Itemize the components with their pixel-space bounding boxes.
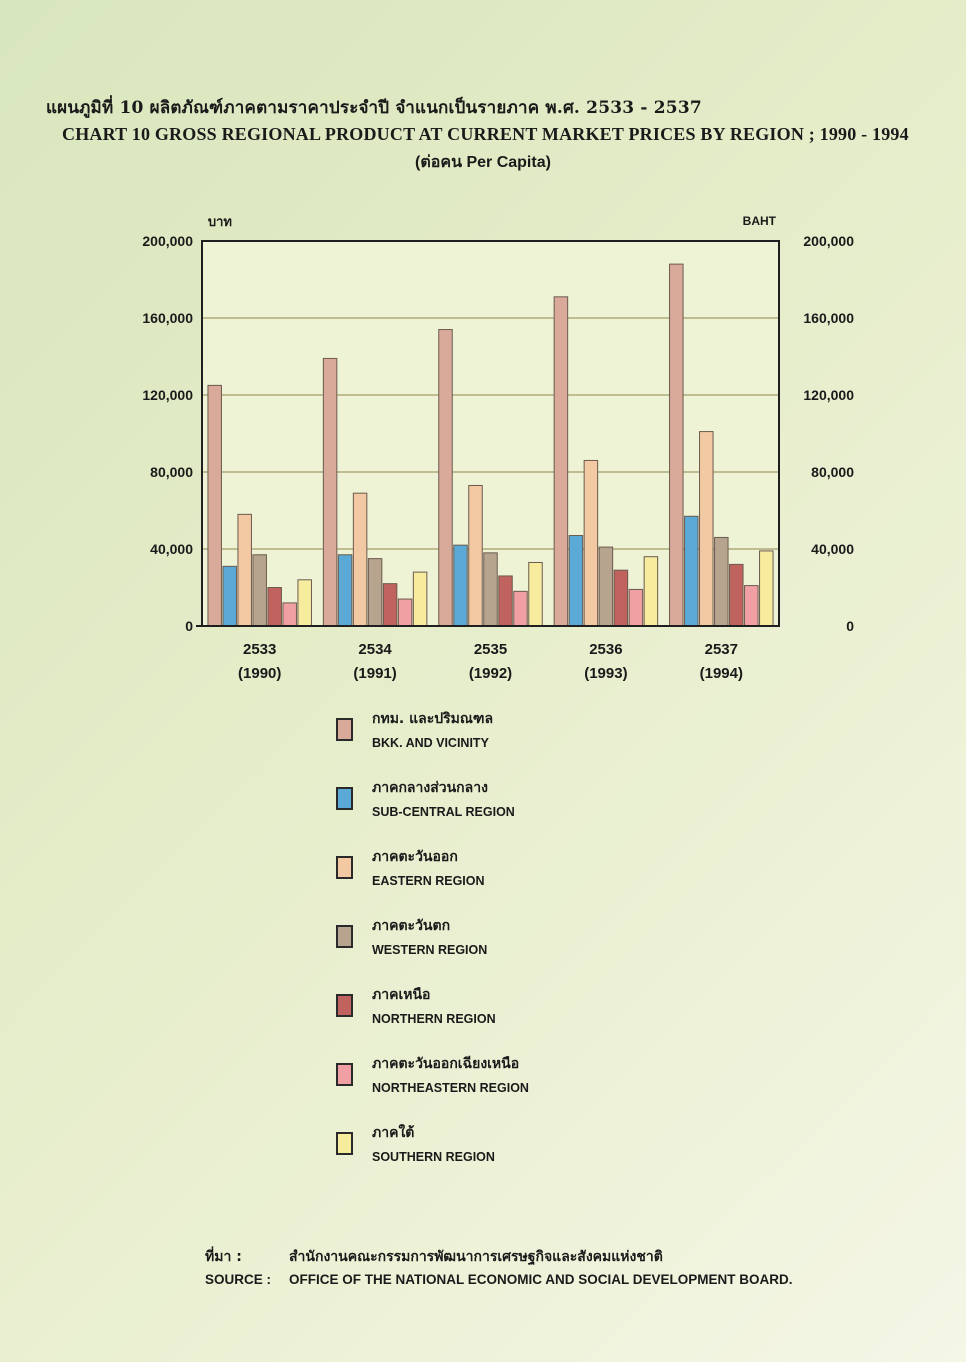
legend-label-th: ภาคเหนือ xyxy=(372,987,431,1003)
legend-label-en: WESTERN REGION xyxy=(372,943,488,957)
legend-label-th: ภาคกลางส่วนกลาง xyxy=(372,780,488,796)
chart-title-english: CHART 10 GROSS REGIONAL PRODUCT AT CURRENT MARKET PRICES BY REGION ; 1990 - 1994 xyxy=(62,124,909,144)
y-tick-label-right: 0 xyxy=(846,618,854,634)
y-unit-label-left: บาท xyxy=(207,214,232,229)
bar-southern-region-2534 xyxy=(413,572,427,626)
chart-subtitle: (ต่อคน Per Capita) xyxy=(415,154,551,171)
source-text-english: OFFICE OF THE NATIONAL ECONOMIC AND SOCIAL DEVELOPMENT BOARD. xyxy=(289,1272,793,1287)
bar-bkk-and-vicinity-2537 xyxy=(670,264,684,626)
source-row-english xyxy=(205,1272,793,1298)
legend-label-th: ภาคใต้ xyxy=(372,1125,415,1141)
y-tick-label-left: 200,000 xyxy=(142,233,193,249)
legend-swatch-southern xyxy=(336,1132,353,1155)
legend-swatch-western xyxy=(336,925,353,948)
legend-swatch-northeastern xyxy=(336,1063,353,1086)
legend-label-th: ภาคตะวันออก xyxy=(372,849,458,865)
y-tick-label-left: 120,000 xyxy=(142,387,193,403)
bar-sub-central-region-2535 xyxy=(454,545,468,626)
y-tick-label-right: 200,000 xyxy=(803,233,854,249)
source-label-english: SOURCE : xyxy=(205,1272,272,1287)
bar-southern-region-2535 xyxy=(529,562,543,626)
y-tick-label-left: 80,000 xyxy=(150,464,193,480)
legend-label-th: ภาคตะวันออกเฉียงเหนือ xyxy=(372,1056,520,1072)
legend-swatch-eastern xyxy=(336,856,353,879)
x-tick-label-year-th: 2533 xyxy=(243,641,277,658)
legend-label-en: NORTHEASTERN REGION xyxy=(372,1081,529,1095)
source-text-thai: สำนักงานคณะกรรมการพัฒนาการเศรษฐกิจและสังคมแห่งชาติ xyxy=(289,1249,663,1265)
bar-southern-region-2537 xyxy=(760,551,774,626)
bar-western-region-2536 xyxy=(599,547,613,626)
bar-western-region-2537 xyxy=(715,537,729,626)
bar-western-region-2533 xyxy=(253,555,267,626)
bar-bkk-and-vicinity-2536 xyxy=(554,297,568,626)
y-tick-label-left: 40,000 xyxy=(150,541,193,557)
source-label-thai: ที่มา : xyxy=(205,1249,242,1265)
source-note xyxy=(205,1246,793,1298)
bar-eastern-region-2537 xyxy=(700,432,714,626)
bar-sub-central-region-2534 xyxy=(338,555,352,626)
legend-label-en: SUB-CENTRAL REGION xyxy=(372,805,515,819)
y-tick-label-left: 0 xyxy=(185,618,193,634)
bar-western-region-2534 xyxy=(368,559,382,626)
x-tick-label-year-en: (1990) xyxy=(238,665,282,682)
bar-bkk-and-vicinity-2534 xyxy=(323,358,337,626)
legend-label-en: BKK. AND VICINITY xyxy=(372,736,489,750)
x-tick-label-year-th: 2537 xyxy=(704,641,738,658)
bar-northern-region-2536 xyxy=(614,570,628,626)
bar-sub-central-region-2533 xyxy=(223,566,237,626)
y-tick-label-left: 160,000 xyxy=(142,310,193,326)
source-row-thai xyxy=(205,1246,793,1272)
x-tick-label-year-th: 2534 xyxy=(358,641,392,658)
y-tick-label-right: 160,000 xyxy=(803,310,854,326)
bar-northeastern-region-2533 xyxy=(283,603,297,626)
bar-bkk-and-vicinity-2535 xyxy=(439,330,453,626)
bar-eastern-region-2534 xyxy=(353,493,367,626)
bar-sub-central-region-2536 xyxy=(569,536,583,626)
y-tick-label-right: 120,000 xyxy=(803,387,854,403)
bar-sub-central-region-2537 xyxy=(685,516,699,626)
y-tick-label-right: 80,000 xyxy=(811,464,854,480)
x-tick-label-year-en: (1991) xyxy=(353,665,397,682)
bar-northeastern-region-2536 xyxy=(629,589,643,626)
legend-swatch-sub-central xyxy=(336,787,353,810)
x-tick-label-year-en: (1994) xyxy=(699,665,743,682)
bar-northern-region-2533 xyxy=(268,588,282,627)
legend-label-en: NORTHERN REGION xyxy=(372,1012,496,1026)
bar-southern-region-2536 xyxy=(644,557,658,626)
bar-eastern-region-2533 xyxy=(238,514,252,626)
legend-label-th: ภาคตะวันตก xyxy=(372,918,451,934)
legend-swatch-northern xyxy=(336,994,353,1017)
bar-northeastern-region-2534 xyxy=(398,599,412,626)
bar-northern-region-2534 xyxy=(383,584,397,626)
bar-northern-region-2537 xyxy=(730,564,744,626)
bar-southern-region-2533 xyxy=(298,580,312,626)
bar-eastern-region-2536 xyxy=(584,460,598,626)
x-tick-label-year-th: 2535 xyxy=(473,641,508,658)
bar-northern-region-2535 xyxy=(499,576,513,626)
y-tick-label-right: 40,000 xyxy=(811,541,854,557)
chart-title-thai: แผนภูมิที่ 10 ผลิตภัณฑ์ภาคตามราคาประจำปี จำแนกเป็นรายภาค พ.ศ. 2533 - 2537 xyxy=(46,98,702,118)
bar-eastern-region-2535 xyxy=(469,485,483,626)
bar-northeastern-region-2537 xyxy=(745,586,759,626)
x-tick-label-year-en: (1993) xyxy=(584,665,628,682)
bar-northeastern-region-2535 xyxy=(514,591,528,626)
legend-swatch-bkk xyxy=(336,718,353,741)
y-unit-label-right: BAHT xyxy=(742,214,776,228)
bar-western-region-2535 xyxy=(484,553,498,626)
x-tick-label-year-th: 2536 xyxy=(589,641,623,658)
legend-label-th: กทม. และปริมณฑล xyxy=(372,711,494,727)
legend-label-en: SOUTHERN REGION xyxy=(372,1150,495,1164)
bar-bkk-and-vicinity-2533 xyxy=(208,385,222,626)
x-tick-label-year-en: (1992) xyxy=(468,665,513,682)
legend-label-en: EASTERN REGION xyxy=(372,874,485,888)
